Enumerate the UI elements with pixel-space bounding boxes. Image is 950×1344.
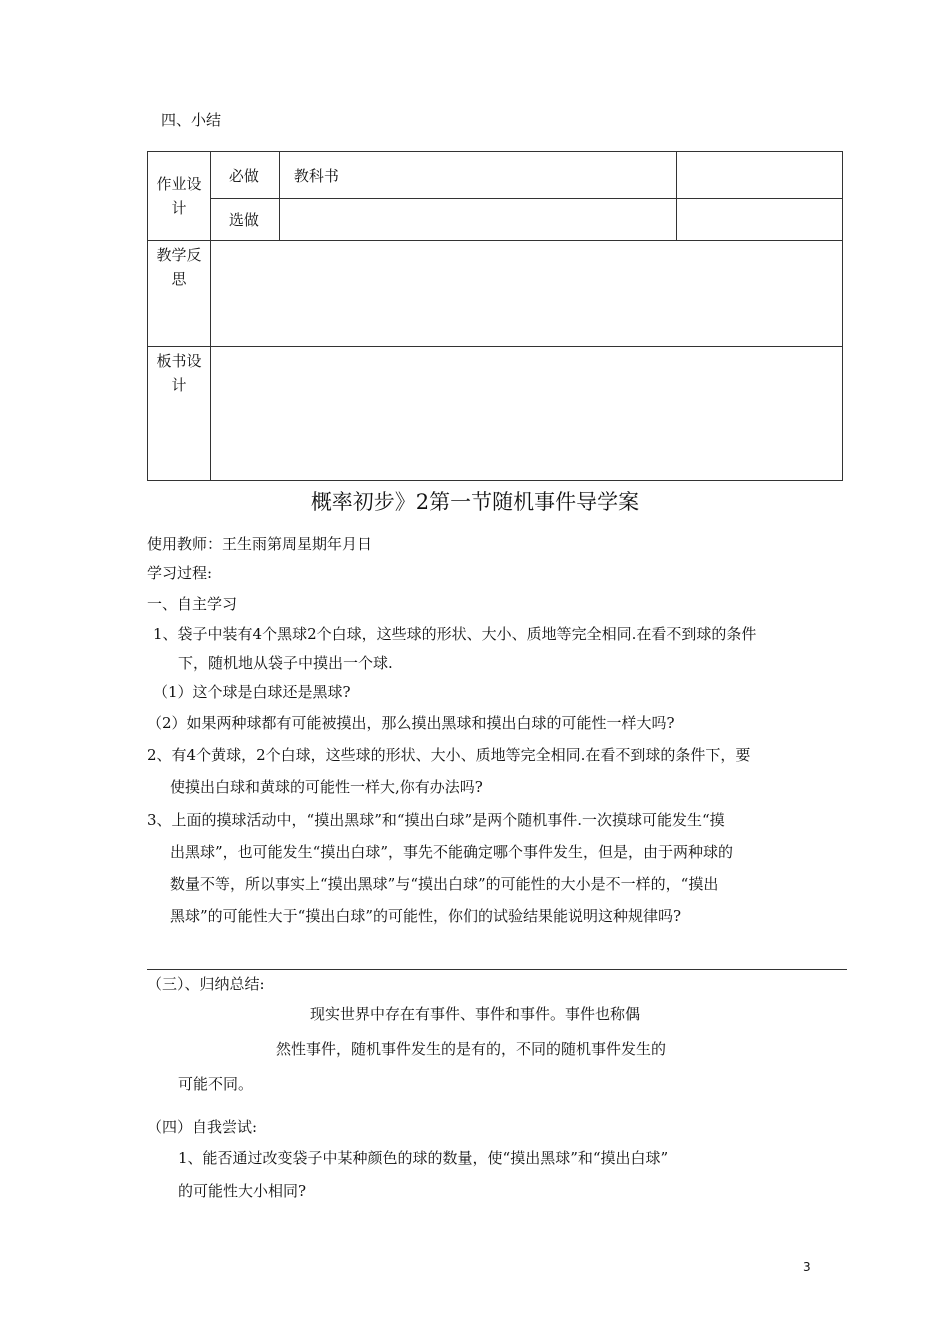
part3-title: （三）、归纳总结: — [147, 975, 265, 993]
required-label: 必做 — [210, 152, 279, 199]
page-number: 3 — [803, 1260, 811, 1274]
process-label: 学习过程: — [147, 564, 213, 582]
optional-extra-cell — [677, 199, 843, 241]
board-design-label: 板书设 计 — [148, 347, 211, 481]
q3-line1: 3、上面的摸球活动中，“摸出黑球”和“摸出白球”是两个随机事件.一次摸球可能发生“摸 — [147, 811, 725, 829]
optional-value — [279, 199, 676, 241]
summary-line1: 现实世界中存在有事件、事件和事件。事件也称偶 — [310, 1005, 641, 1023]
summary-line3: 可能不同。 — [178, 1075, 254, 1093]
document-title: 概率初步》2第一节随机事件导学案 — [310, 490, 640, 514]
try-line1: 1、能否通过改变袋子中某种颜色的球的数量，使“摸出黑球”和“摸出白球” — [178, 1149, 669, 1167]
divider-line — [147, 969, 847, 970]
q2-line2: 使摸出白球和黄球的可能性一样大,你有办法吗? — [170, 778, 483, 796]
teaching-reflection-content — [210, 241, 842, 347]
board-design-content — [210, 347, 842, 481]
section-summary-heading: 四、小结 — [161, 111, 222, 129]
homework-design-label: 作业设 计 — [148, 152, 211, 241]
required-value: 教科书 — [279, 152, 676, 199]
q3-line2: 出黑球”，也可能发生“摸出白球”，事先不能确定哪个事件发生，但是，由于两种球的 — [170, 843, 734, 861]
q3-line4: 黑球”的可能性大于“摸出白球”的可能性，你们的试验结果能说明这种规律吗? — [170, 907, 682, 925]
q1-line2: 下，随机地从袋子中摸出一个球. — [178, 654, 393, 672]
q1-line1: 1、袋子中装有4个黑球2个白球，这些球的形状、大小、质地等完全相同.在看不到球的条件 — [153, 625, 757, 643]
q1-sub2: （2）如果两种球都有可能被摸出，那么摸出黑球和摸出白球的可能性一样大吗? — [147, 714, 675, 732]
teaching-reflection-label: 教学反 思 — [148, 241, 211, 347]
homework-table — [147, 151, 843, 481]
try-line2: 的可能性大小相同? — [178, 1182, 307, 1200]
q2-line1: 2、有4个黄球，2个白球，这些球的形状、大小、质地等完全相同.在看不到球的条件下，要 — [147, 746, 751, 764]
q3-line3: 数量不等，所以事实上“摸出黑球”与“摸出白球”的可能性的大小是不一样的，“摸出 — [170, 875, 719, 893]
optional-label: 选做 — [210, 199, 279, 241]
required-extra-cell — [677, 152, 843, 199]
summary-line2: 然性事件，随机事件发生的是有的，不同的随机事件发生的 — [276, 1040, 667, 1058]
part1-title: 一、自主学习 — [147, 595, 238, 613]
teacher-line: 使用教师：王生雨第周星期年月日 — [147, 535, 373, 553]
part4-title: （四）自我尝试: — [147, 1118, 258, 1136]
q1-sub1: （1）这个球是白球还是黑球? — [153, 683, 351, 701]
